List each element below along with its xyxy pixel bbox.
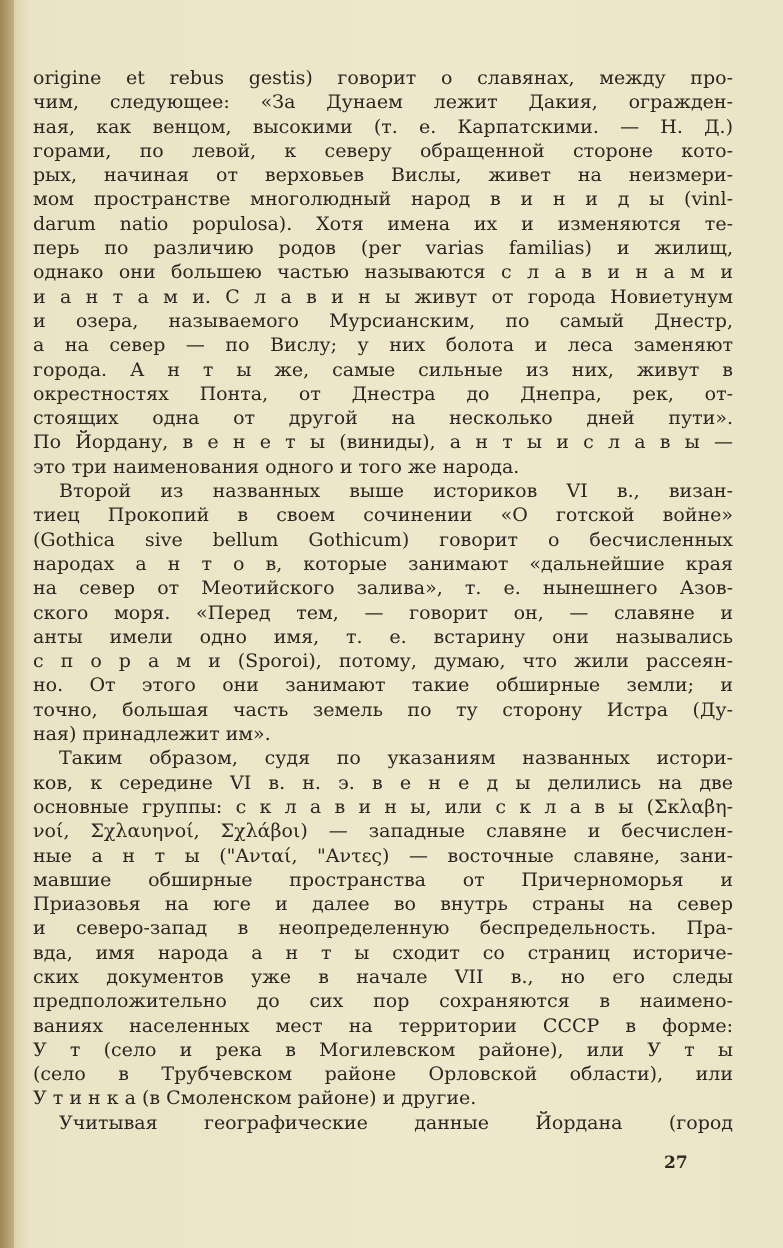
text-line: предположительно до сих пор сохраняются в наимено- [33,990,733,1013]
text-line: ная) принадлежит им». [33,723,271,746]
text-line: и озера, называемого Мурсианским, по самый Днестр, [33,309,733,332]
text-line: тиец Прокопий в своем сочинении «О готской войне» [33,504,733,527]
text-line: darum natio populosa). Хотя имена их и изменяются те- [33,212,733,235]
text-line: ваниях населенных мест на территории СССР в форме: [33,1014,733,1037]
text-line: νοί, Σχλαυηνοί, Σχλάβοι) — западные славяне и бесчислен- [33,820,733,843]
text-line: ского моря. «Перед тем, — говорит он, — славяне и [33,601,733,624]
text-line: Таким образом, судя по указаниям названных истори- [59,747,733,770]
text-line: но. От этого они занимают такие обширные земли; и [33,674,733,697]
text-line: перь по различию родов (per varias familias) и жилищ, [33,237,733,260]
text-line: стоящих одна от другой на несколько дней пути». [33,407,733,430]
text-line: ная, как венцом, высокими (т. е. Карпатскими. — Н. Д.) [33,115,733,138]
text-line: основные группы: с к л а в и н ы, или с к л а в ы (Σκλαβη- [33,795,733,818]
text-line: окрестностях Понта, от Днестра до Днепра, рек, от- [33,382,733,405]
text-line: Второй из названных выше историков VI в., визан- [59,480,733,503]
text-line: с п о р а м и (Sporoi), потому, думаю, что жили рассеян- [33,650,733,673]
text-line: У т и н к а (в Смоленском районе) и другие. [33,1087,477,1110]
text-line: вда, имя народа а н т ы сходит со страниц историче- [33,941,733,964]
book-spine-shadow [0,0,14,1248]
text-line: ских документов уже в начале VII в., но его следы [33,965,733,988]
text-line: это три наименования одного и того же народа. [33,455,520,478]
text-line: мавшие обширные пространства от Причерноморья и [33,868,733,891]
text-line: рых, начиная от верховьев Вислы, живет на неизмери- [33,164,733,187]
text-line: анты имели одно имя, т. е. встарину они назывались [33,625,733,648]
text-line: (село в Трубчевском районе Орловской области), или [33,1063,733,1086]
text-line: однако они большею частью называются с л а в и н а м и [33,261,733,284]
text-line: Учитывая географические данные Йордана (город [59,1111,733,1134]
text-line: народах а н т о в, которые занимают «дальнейшие края [33,552,733,575]
text-line: на север от Меотийского залива», т. е. нынешнего Азов- [33,577,733,600]
text-line: По Йордану, в е н е т ы (виниды), а н т ы и с л а в ы — [33,431,733,454]
text-line: ные а н т ы ("Ανταί, "Αντες) — восточные славяне, зани- [33,844,733,867]
text-line: а на север — по Вислу; у них болота и леса заменяют [33,334,733,357]
page-number: 27 [664,1153,688,1173]
text-line: точно, большая часть земель по ту сторону Истра (Ду- [33,698,733,721]
text-line: горами, по левой, к северу обращенной стороне кото- [33,139,733,162]
text-line: Приазовья на юге и далее во внутрь страны на север [33,893,733,916]
text-line: мом пространстве многолюдный народ в и н и д ы (vinl- [33,188,733,211]
text-line: и северо-запад в неопределенную беспредельность. Пра- [33,917,733,940]
text-line: ков, к середине VI в. н. э. в е н е д ы делились на две [33,771,733,794]
text-line: и а н т а м и. С л а в и н ы живут от города Новиетунум [33,285,733,308]
text-line: чим, следующее: «За Дунаем лежит Дакия, огражден- [33,91,733,114]
text-line: У т (село и река в Могилевском районе), или У т ы [33,1038,733,1061]
text-line: origine et rebus gestis) говорит о славянах, между про- [33,67,733,89]
text-line: (Gothica sive bellum Gothicum) говорит о бесчисленных [33,528,733,551]
page-text [33,66,733,1135]
text-line: города. А н т ы же, самые сильные из них, живут в [33,358,733,381]
